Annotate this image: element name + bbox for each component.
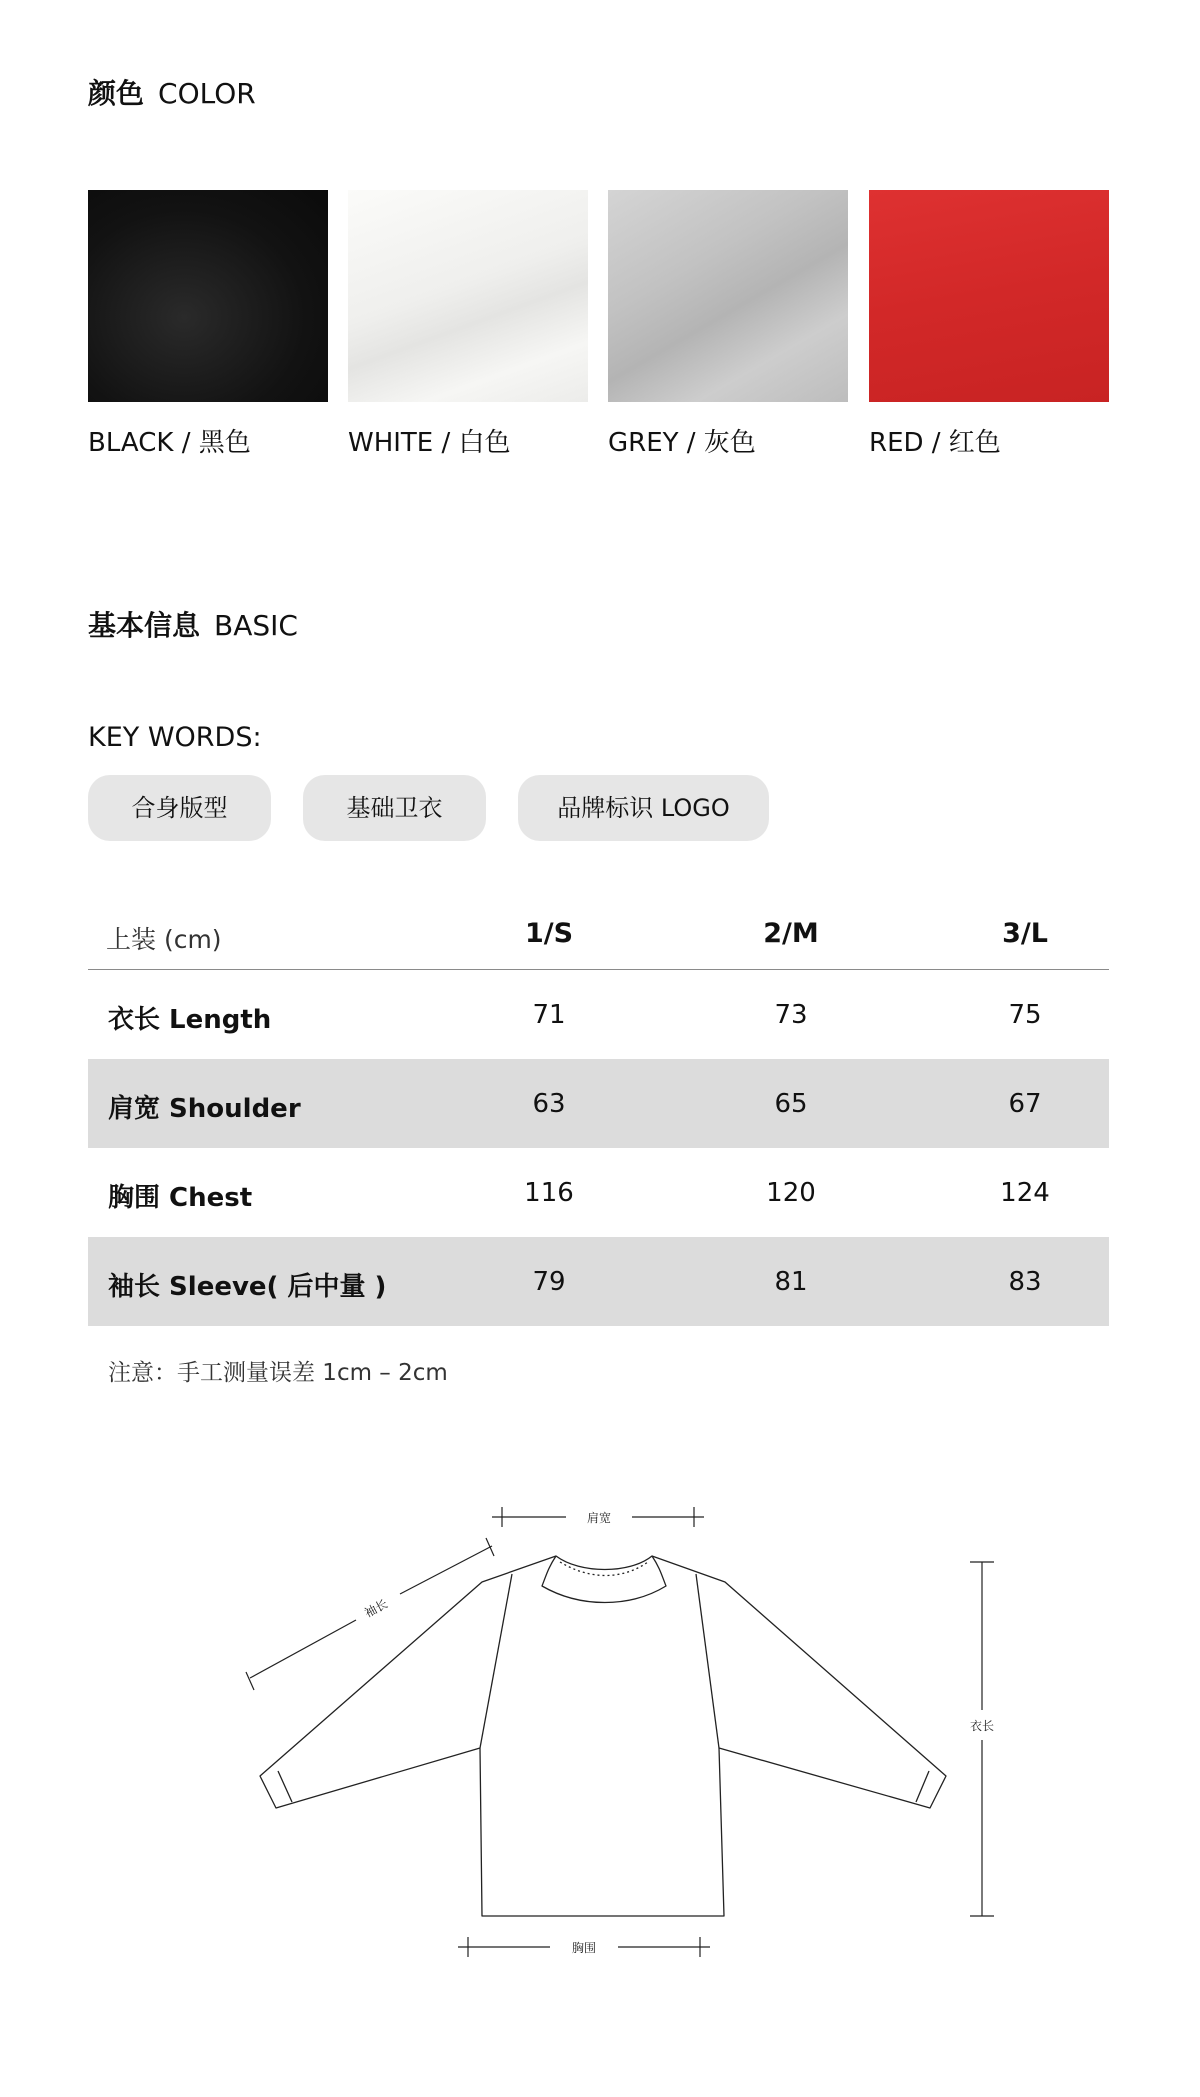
swatch-red[interactable] <box>869 190 1109 458</box>
cell-value: 67 <box>1008 1089 1042 1119</box>
length-label: 衣长 <box>969 1719 995 1733</box>
swatch-label: BLACK / 黑色 <box>88 428 251 458</box>
header-unit: 上装 (cm) <box>106 925 222 954</box>
header-size-l: 3/L <box>1002 918 1048 949</box>
sleeve-dimension-line <box>250 1620 356 1678</box>
cell-value: 73 <box>774 1000 808 1030</box>
dimension-tick <box>486 1538 494 1556</box>
cell-value: 81 <box>774 1267 808 1297</box>
keyword-tag: 基础卫衣 <box>303 775 486 841</box>
collar-stitch <box>560 1562 648 1576</box>
sweatshirt-outline-icon <box>230 1490 1010 1980</box>
row-label: 肩宽 Shoulder <box>108 1094 301 1124</box>
cell-value: 63 <box>532 1089 566 1119</box>
basic-title-en: BASIC <box>214 609 298 642</box>
swatch-black[interactable] <box>88 190 328 458</box>
table-row-length <box>88 970 1109 1059</box>
swatch-chip <box>348 190 588 402</box>
header-size-m: 2/M <box>763 918 819 949</box>
cell-value: 124 <box>1000 1178 1050 1208</box>
color-swatch-row <box>88 190 1109 460</box>
keyword-tag: 合身版型 <box>88 775 271 841</box>
swatch-white[interactable] <box>348 190 588 458</box>
sleeve-label: 袖长 <box>362 1596 391 1621</box>
cell-value: 83 <box>1008 1267 1042 1297</box>
keyword-tag: 品牌标识 LOGO <box>518 775 769 841</box>
row-label: 袖长 Sleeve( 后中量 ) <box>108 1272 387 1302</box>
header-size-s: 1/S <box>524 918 574 949</box>
swatch-label: WHITE / 白色 <box>348 428 511 458</box>
keywords-label: KEY WORDS: <box>88 722 262 753</box>
swatch-chip <box>608 190 848 402</box>
swatch-grey[interactable] <box>608 190 848 458</box>
swatch-label: RED / 红色 <box>869 428 1001 458</box>
table-row-chest <box>88 1148 1109 1237</box>
raglan-seam-right <box>696 1574 719 1748</box>
cuff-left <box>278 1771 292 1802</box>
table-header <box>88 900 1109 970</box>
row-label: 衣长 Length <box>108 1005 272 1035</box>
shoulder-label: 肩宽 <box>586 1511 612 1525</box>
measurement-note: 注意：手工测量误差 1cm – 2cm <box>108 1360 448 1386</box>
dimension-tick <box>246 1672 254 1690</box>
cuff-right <box>916 1771 929 1802</box>
table-row-sleeve <box>88 1237 1109 1326</box>
cell-value: 120 <box>766 1178 816 1208</box>
size-table <box>88 900 1109 1326</box>
cell-value: 65 <box>774 1089 808 1119</box>
swatch-label: GREY / 灰色 <box>608 428 756 458</box>
row-label: 胸围 Chest <box>108 1183 253 1213</box>
cell-value: 71 <box>532 1000 566 1030</box>
cell-value: 79 <box>532 1267 566 1297</box>
cell-value: 116 <box>524 1178 574 1208</box>
swatch-chip <box>88 190 328 402</box>
raglan-seam-left <box>480 1574 512 1748</box>
swatch-chip <box>869 190 1109 402</box>
cell-value: 75 <box>1008 1000 1042 1030</box>
garment-diagram <box>230 1490 1010 1980</box>
color-title-en: COLOR <box>158 77 256 110</box>
color-section-title <box>88 77 256 110</box>
color-title-zh: 颜色 <box>88 77 145 110</box>
basic-title-zh: 基本信息 <box>88 609 201 642</box>
basic-section-title <box>88 609 298 642</box>
table-row-shoulder <box>88 1059 1109 1148</box>
chest-label: 胸围 <box>571 1941 597 1955</box>
sleeve-dimension-line <box>400 1546 492 1594</box>
